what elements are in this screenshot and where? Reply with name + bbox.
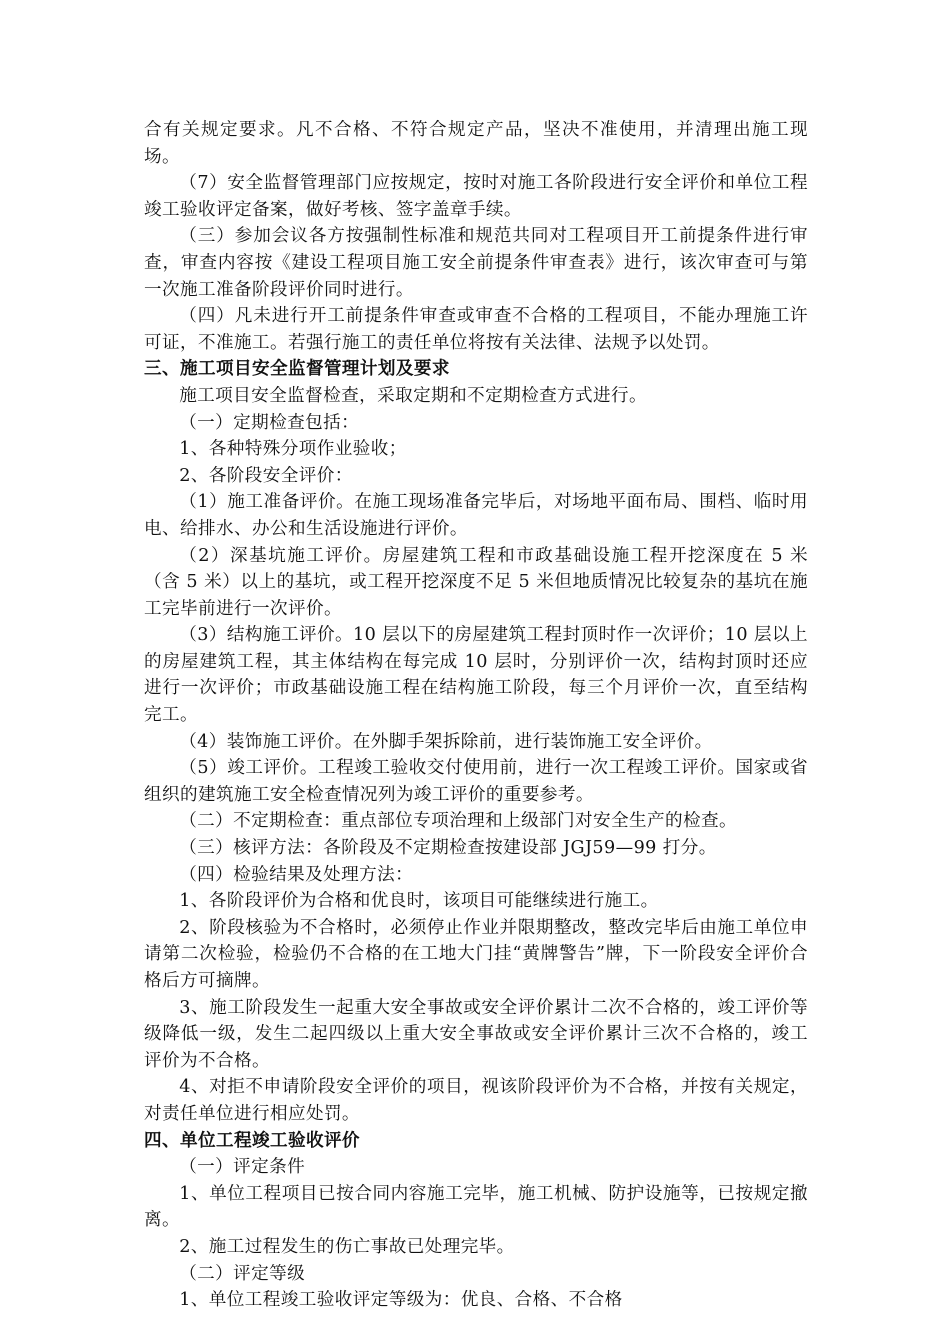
paragraph: （三）参加会议各方按强制性标准和规范共同对工程项目开工前提条件进行审查，审查内容按《建设工程项目施工安全前提条件审查表》进行，该次审查可与第一次施工准备阶段评价同时进行。 bbox=[144, 226, 808, 300]
paragraph: （二）评定等级 bbox=[179, 1263, 306, 1284]
paragraph: （5）竣工评价。工程竣工验收交付使用前，进行一次工程竣工评价。国家或省组织的建筑施工安全检查情况列为竣工评价的重要参考。 bbox=[144, 758, 808, 805]
list-item: 3、施工阶段发生一起重大安全事故或安全评价累计二次不合格的，竣工评价等级降低一级，发生二起四级以上重大安全事故或安全评价累计三次不合格的，竣工评价为不合格。 bbox=[144, 997, 808, 1071]
paragraph: （7）安全监督管理部门应按规定，按时对施工各阶段进行安全评价和单位工程竣工验收评定备案，做好考核、签字盖章手续。 bbox=[144, 173, 808, 220]
paragraph: （四）检验结果及处理方法： bbox=[179, 864, 414, 885]
list-item: 1、单位工程项目已按合同内容施工完毕，施工机械、防护设施等，已按规定撤离。 bbox=[144, 1183, 808, 1231]
paragraph: （四）凡未进行开工前提条件审查或审查不合格的工程项目，不能办理施工许可证，不准施工。若强行施工的责任单位将按有关法律、法规予以处罚。 bbox=[144, 306, 808, 353]
list-item: 1、单位工程竣工验收评定等级为：优良、合格、不合格 bbox=[179, 1290, 623, 1311]
paragraph: （2）深基坑施工评价。房屋建筑工程和市政基础设施工程开挖深度在 5 米（含 5 米）以上的基坑，或工程开挖深度不足 5 米但地质情况比较复杂的基坑在施工完毕前进行一次评价。 bbox=[144, 545, 808, 619]
document-page bbox=[144, 117, 808, 1314]
list-item: 2、阶段核验为不合格时，必须停止作业并限期整改，整改完毕后由施工单位申请第二次检验，检验仍不合格的在工地大门挂“黄牌警告”牌，下一阶段安全评价合格后方可摘牌。 bbox=[144, 917, 808, 991]
section-heading: 四、单位工程竣工验收评价 bbox=[144, 1129, 360, 1151]
list-item: 2、各阶段安全评价： bbox=[179, 465, 353, 486]
paragraph: （1）施工准备评价。在施工现场准备完毕后，对场地平面布局、围档、临时用电、给排水、办公和生活设施进行评价。 bbox=[144, 492, 808, 539]
list-item: 2、施工过程发生的伤亡事故已处理完毕。 bbox=[179, 1236, 515, 1257]
list-item: 1、各阶段评价为合格和优良时，该项目可能继续进行施工。 bbox=[179, 891, 659, 912]
paragraph: 施工项目安全监督检查，采取定期和不定期检查方式进行。 bbox=[179, 385, 648, 406]
list-item: 1、各种特殊分项作业验收； bbox=[179, 439, 407, 460]
paragraph: （4）装饰施工评价。在外脚手架拆除前，进行装饰施工安全评价。 bbox=[179, 731, 713, 752]
paragraph: （二）不定期检查：重点部位专项治理和上级部门对安全生产的检查。 bbox=[179, 811, 737, 832]
paragraph: （三）核评方法：各阶段及不定期检查按建设部 JGJ59—99 打分。 bbox=[179, 838, 717, 859]
paragraph: （一）定期检查包括： bbox=[179, 412, 360, 433]
paragraph: （3）结构施工评价。10 层以下的房屋建筑工程封顶时作一次评价；10 层以上的房屋建筑工程，其主体结构在每完成 10 层时，分别评价一次，结构封顶时还应进行一次评价；市政基础设施工程在结构施工阶段，每三个月评价一次，直至结构完工。 bbox=[144, 625, 808, 726]
paragraph: （一）评定条件 bbox=[179, 1157, 306, 1178]
list-item: 4、对拒不申请阶段安全评价的项目，视该阶段评价为不合格，并按有关规定，对责任单位进行相应处罚。 bbox=[144, 1077, 808, 1124]
paragraph: 合有关规定要求。凡不合格、不符合规定产品，坚决不准使用，并清理出施工现场。 bbox=[144, 120, 808, 167]
section-heading: 三、施工项目安全监督管理计划及要求 bbox=[144, 358, 450, 380]
